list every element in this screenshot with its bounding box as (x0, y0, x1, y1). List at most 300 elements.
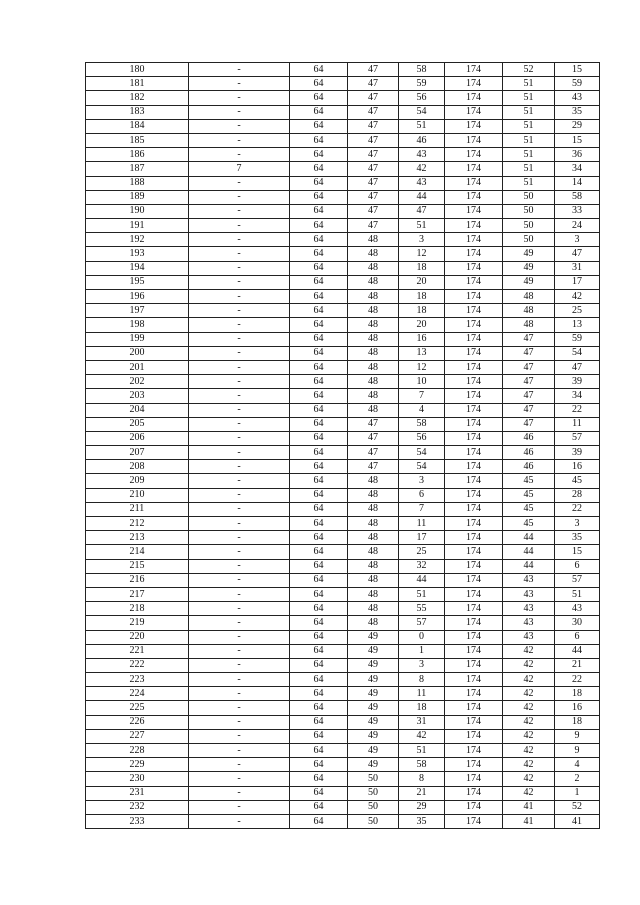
cell-lon-seconds: 59 (555, 77, 600, 91)
cell-lat-seconds: 29 (399, 800, 445, 814)
cell-lat-minutes: 49 (348, 673, 399, 687)
cell-lat-degrees: 64 (290, 460, 348, 474)
cell-lon-seconds: 6 (555, 630, 600, 644)
cell-marker: - (189, 658, 290, 672)
cell-lat-minutes: 48 (348, 247, 399, 261)
cell-point-number: 227 (86, 729, 189, 743)
cell-lat-degrees: 64 (290, 176, 348, 190)
cell-point-number: 211 (86, 502, 189, 516)
table-row (86, 573, 600, 587)
cell-lon-degrees: 174 (445, 474, 503, 488)
cell-point-number: 194 (86, 261, 189, 275)
cell-lat-minutes: 47 (348, 63, 399, 77)
cell-lon-minutes: 51 (503, 133, 555, 147)
cell-lon-seconds: 4 (555, 758, 600, 772)
cell-lon-degrees: 174 (445, 190, 503, 204)
cell-lat-minutes: 47 (348, 148, 399, 162)
cell-point-number: 182 (86, 91, 189, 105)
cell-lon-degrees: 174 (445, 446, 503, 460)
cell-lat-minutes: 49 (348, 758, 399, 772)
cell-marker: - (189, 786, 290, 800)
cell-lon-degrees: 174 (445, 304, 503, 318)
cell-lat-seconds: 11 (399, 517, 445, 531)
cell-lon-seconds: 31 (555, 261, 600, 275)
cell-point-number: 217 (86, 587, 189, 601)
cell-marker: - (189, 304, 290, 318)
table-row (86, 63, 600, 77)
cell-lon-minutes: 47 (503, 332, 555, 346)
cell-lat-minutes: 47 (348, 417, 399, 431)
cell-marker: - (189, 346, 290, 360)
cell-lat-minutes: 49 (348, 658, 399, 672)
cell-lat-minutes: 48 (348, 517, 399, 531)
cell-lon-minutes: 47 (503, 403, 555, 417)
cell-point-number: 201 (86, 360, 189, 374)
cell-marker: - (189, 446, 290, 460)
table-row (86, 133, 600, 147)
table-row (86, 346, 600, 360)
cell-lon-seconds: 21 (555, 658, 600, 672)
table-row (86, 474, 600, 488)
cell-marker: - (189, 247, 290, 261)
cell-point-number: 218 (86, 602, 189, 616)
cell-marker: - (189, 190, 290, 204)
cell-lat-seconds: 51 (399, 219, 445, 233)
cell-lat-degrees: 64 (290, 701, 348, 715)
cell-lat-degrees: 64 (290, 602, 348, 616)
cell-point-number: 203 (86, 389, 189, 403)
cell-lon-minutes: 42 (503, 673, 555, 687)
cell-marker: - (189, 517, 290, 531)
cell-point-number: 190 (86, 204, 189, 218)
cell-lat-seconds: 3 (399, 658, 445, 672)
cell-lat-degrees: 64 (290, 502, 348, 516)
cell-lon-seconds: 43 (555, 91, 600, 105)
cell-point-number: 184 (86, 119, 189, 133)
cell-marker: - (189, 502, 290, 516)
cell-lat-seconds: 18 (399, 261, 445, 275)
cell-marker: - (189, 587, 290, 601)
cell-lon-degrees: 174 (445, 715, 503, 729)
cell-lat-seconds: 12 (399, 247, 445, 261)
cell-lat-minutes: 48 (348, 261, 399, 275)
cell-lat-degrees: 64 (290, 204, 348, 218)
cell-lat-degrees: 64 (290, 233, 348, 247)
cell-point-number: 204 (86, 403, 189, 417)
cell-lat-degrees: 64 (290, 814, 348, 828)
cell-lon-degrees: 174 (445, 63, 503, 77)
cell-lon-degrees: 174 (445, 616, 503, 630)
cell-point-number: 197 (86, 304, 189, 318)
cell-lon-degrees: 174 (445, 105, 503, 119)
cell-point-number: 205 (86, 417, 189, 431)
cell-lat-degrees: 64 (290, 332, 348, 346)
cell-lon-seconds: 33 (555, 204, 600, 218)
cell-lat-minutes: 48 (348, 616, 399, 630)
cell-lat-minutes: 47 (348, 460, 399, 474)
cell-marker: - (189, 318, 290, 332)
cell-lon-minutes: 47 (503, 346, 555, 360)
cell-lat-degrees: 64 (290, 800, 348, 814)
cell-lat-minutes: 50 (348, 772, 399, 786)
cell-lat-degrees: 64 (290, 644, 348, 658)
cell-lat-minutes: 48 (348, 360, 399, 374)
table-row (86, 176, 600, 190)
cell-marker: - (189, 176, 290, 190)
cell-point-number: 181 (86, 77, 189, 91)
cell-lat-seconds: 58 (399, 417, 445, 431)
cell-lat-degrees: 64 (290, 573, 348, 587)
cell-point-number: 225 (86, 701, 189, 715)
cell-lat-degrees: 64 (290, 389, 348, 403)
cell-lon-degrees: 174 (445, 403, 503, 417)
cell-lon-seconds: 18 (555, 687, 600, 701)
table-row (86, 431, 600, 445)
cell-marker: - (189, 431, 290, 445)
cell-lon-degrees: 174 (445, 204, 503, 218)
cell-lon-minutes: 42 (503, 658, 555, 672)
cell-lon-minutes: 48 (503, 304, 555, 318)
cell-lat-degrees: 64 (290, 403, 348, 417)
cell-lon-seconds: 57 (555, 431, 600, 445)
cell-marker: - (189, 261, 290, 275)
table-row (86, 715, 600, 729)
cell-lat-minutes: 49 (348, 630, 399, 644)
cell-lat-degrees: 64 (290, 360, 348, 374)
cell-lon-degrees: 174 (445, 729, 503, 743)
cell-point-number: 196 (86, 290, 189, 304)
cell-point-number: 216 (86, 573, 189, 587)
cell-lat-degrees: 64 (290, 673, 348, 687)
cell-marker: - (189, 772, 290, 786)
cell-lon-minutes: 42 (503, 744, 555, 758)
cell-point-number: 231 (86, 786, 189, 800)
cell-lon-minutes: 44 (503, 531, 555, 545)
cell-lat-seconds: 42 (399, 162, 445, 176)
cell-lon-seconds: 14 (555, 176, 600, 190)
cell-marker: - (189, 573, 290, 587)
cell-lat-minutes: 48 (348, 559, 399, 573)
cell-lat-seconds: 7 (399, 389, 445, 403)
cell-lat-minutes: 48 (348, 474, 399, 488)
cell-lat-degrees: 64 (290, 119, 348, 133)
cell-lon-degrees: 174 (445, 375, 503, 389)
table-row (86, 517, 600, 531)
cell-lat-degrees: 64 (290, 190, 348, 204)
cell-lat-seconds: 13 (399, 346, 445, 360)
cell-marker: - (189, 531, 290, 545)
cell-lon-degrees: 174 (445, 701, 503, 715)
cell-lon-minutes: 41 (503, 800, 555, 814)
cell-lat-seconds: 16 (399, 332, 445, 346)
cell-lat-degrees: 64 (290, 545, 348, 559)
table-row (86, 786, 600, 800)
cell-point-number: 185 (86, 133, 189, 147)
cell-lon-minutes: 42 (503, 701, 555, 715)
table-row (86, 318, 600, 332)
cell-marker: - (189, 91, 290, 105)
table-row (86, 701, 600, 715)
cell-point-number: 193 (86, 247, 189, 261)
cell-lon-degrees: 174 (445, 687, 503, 701)
cell-lon-degrees: 174 (445, 162, 503, 176)
cell-marker: - (189, 474, 290, 488)
cell-lat-seconds: 20 (399, 275, 445, 289)
cell-lat-seconds: 3 (399, 474, 445, 488)
cell-lon-degrees: 174 (445, 587, 503, 601)
table-row (86, 502, 600, 516)
cell-lon-seconds: 36 (555, 148, 600, 162)
cell-lat-seconds: 18 (399, 304, 445, 318)
cell-lat-degrees: 64 (290, 715, 348, 729)
cell-lon-seconds: 51 (555, 587, 600, 601)
cell-lat-degrees: 64 (290, 431, 348, 445)
cell-lat-minutes: 47 (348, 77, 399, 91)
cell-marker: - (189, 417, 290, 431)
cell-lon-minutes: 50 (503, 190, 555, 204)
cell-lon-minutes: 51 (503, 119, 555, 133)
cell-lon-minutes: 47 (503, 360, 555, 374)
cell-lat-seconds: 21 (399, 786, 445, 800)
table-row (86, 304, 600, 318)
table-row (86, 233, 600, 247)
cell-lat-seconds: 54 (399, 460, 445, 474)
cell-marker: - (189, 119, 290, 133)
cell-lat-seconds: 43 (399, 148, 445, 162)
cell-lat-degrees: 64 (290, 531, 348, 545)
cell-lat-degrees: 64 (290, 417, 348, 431)
table-row (86, 332, 600, 346)
cell-lon-seconds: 25 (555, 304, 600, 318)
cell-lat-degrees: 64 (290, 488, 348, 502)
cell-lon-seconds: 16 (555, 460, 600, 474)
cell-lon-degrees: 174 (445, 502, 503, 516)
cell-lon-seconds: 16 (555, 701, 600, 715)
table-row (86, 290, 600, 304)
cell-point-number: 202 (86, 375, 189, 389)
cell-lat-degrees: 64 (290, 162, 348, 176)
cell-marker: - (189, 800, 290, 814)
table-row (86, 360, 600, 374)
table-row (86, 587, 600, 601)
table-row (86, 758, 600, 772)
table-row (86, 261, 600, 275)
cell-lat-minutes: 47 (348, 446, 399, 460)
cell-lat-seconds: 7 (399, 502, 445, 516)
table-row (86, 744, 600, 758)
cell-lat-degrees: 64 (290, 729, 348, 743)
cell-lon-seconds: 3 (555, 517, 600, 531)
cell-lat-seconds: 11 (399, 687, 445, 701)
cell-lat-degrees: 64 (290, 219, 348, 233)
cell-lon-degrees: 174 (445, 630, 503, 644)
table-row (86, 488, 600, 502)
cell-lon-minutes: 49 (503, 247, 555, 261)
cell-point-number: 200 (86, 346, 189, 360)
cell-lat-minutes: 47 (348, 176, 399, 190)
cell-lat-minutes: 47 (348, 204, 399, 218)
cell-lon-degrees: 174 (445, 417, 503, 431)
cell-lat-degrees: 64 (290, 616, 348, 630)
cell-lat-seconds: 1 (399, 644, 445, 658)
cell-lat-minutes: 50 (348, 800, 399, 814)
cell-point-number: 233 (86, 814, 189, 828)
cell-lat-seconds: 17 (399, 531, 445, 545)
cell-lat-degrees: 64 (290, 758, 348, 772)
cell-lon-minutes: 47 (503, 389, 555, 403)
cell-lon-minutes: 45 (503, 474, 555, 488)
cell-marker: - (189, 77, 290, 91)
cell-lon-seconds: 47 (555, 247, 600, 261)
cell-lon-degrees: 174 (445, 772, 503, 786)
cell-lon-degrees: 174 (445, 77, 503, 91)
cell-lat-minutes: 50 (348, 814, 399, 828)
cell-lon-degrees: 174 (445, 488, 503, 502)
cell-lat-minutes: 48 (348, 587, 399, 601)
cell-lon-minutes: 51 (503, 105, 555, 119)
cell-point-number: 192 (86, 233, 189, 247)
cell-lon-degrees: 174 (445, 573, 503, 587)
table-row (86, 190, 600, 204)
cell-lat-seconds: 10 (399, 375, 445, 389)
cell-lat-minutes: 47 (348, 91, 399, 105)
cell-lat-degrees: 64 (290, 744, 348, 758)
cell-lon-seconds: 34 (555, 389, 600, 403)
cell-lon-seconds: 29 (555, 119, 600, 133)
table-row (86, 446, 600, 460)
cell-lon-degrees: 174 (445, 233, 503, 247)
cell-lon-minutes: 51 (503, 162, 555, 176)
table-row (86, 658, 600, 672)
cell-lat-degrees: 64 (290, 275, 348, 289)
table-row (86, 119, 600, 133)
cell-marker: - (189, 460, 290, 474)
table-body (86, 63, 600, 829)
cell-lat-degrees: 64 (290, 375, 348, 389)
table-row (86, 219, 600, 233)
cell-point-number: 207 (86, 446, 189, 460)
table-row (86, 204, 600, 218)
cell-marker: - (189, 105, 290, 119)
cell-lon-degrees: 174 (445, 431, 503, 445)
cell-lon-minutes: 42 (503, 729, 555, 743)
cell-lon-seconds: 9 (555, 729, 600, 743)
cell-lon-minutes: 51 (503, 148, 555, 162)
cell-lon-degrees: 174 (445, 91, 503, 105)
cell-lon-degrees: 174 (445, 247, 503, 261)
cell-lon-degrees: 174 (445, 744, 503, 758)
cell-marker: - (189, 63, 290, 77)
table-row (86, 630, 600, 644)
cell-lon-minutes: 46 (503, 460, 555, 474)
cell-lon-minutes: 43 (503, 573, 555, 587)
cell-point-number: 188 (86, 176, 189, 190)
cell-lon-minutes: 43 (503, 587, 555, 601)
cell-lon-minutes: 43 (503, 630, 555, 644)
cell-point-number: 222 (86, 658, 189, 672)
cell-lat-degrees: 64 (290, 772, 348, 786)
cell-lat-minutes: 48 (348, 290, 399, 304)
cell-lat-minutes: 48 (348, 488, 399, 502)
cell-lon-degrees: 174 (445, 360, 503, 374)
table-row (86, 644, 600, 658)
cell-lon-degrees: 174 (445, 176, 503, 190)
cell-lon-seconds: 57 (555, 573, 600, 587)
cell-lon-minutes: 45 (503, 517, 555, 531)
cell-lat-degrees: 64 (290, 91, 348, 105)
cell-lon-minutes: 45 (503, 502, 555, 516)
cell-lon-seconds: 35 (555, 531, 600, 545)
cell-lon-seconds: 52 (555, 800, 600, 814)
cell-marker: - (189, 360, 290, 374)
cell-lat-seconds: 25 (399, 545, 445, 559)
cell-lon-minutes: 43 (503, 616, 555, 630)
cell-marker: - (189, 488, 290, 502)
cell-point-number: 228 (86, 744, 189, 758)
cell-lon-minutes: 41 (503, 814, 555, 828)
cell-lat-minutes: 49 (348, 715, 399, 729)
coordinates-table (85, 62, 600, 829)
cell-lon-degrees: 174 (445, 517, 503, 531)
cell-lat-degrees: 64 (290, 559, 348, 573)
cell-lon-seconds: 45 (555, 474, 600, 488)
cell-lat-degrees: 64 (290, 587, 348, 601)
cell-marker: - (189, 332, 290, 346)
cell-marker: - (189, 559, 290, 573)
cell-marker: - (189, 133, 290, 147)
cell-lat-minutes: 48 (348, 318, 399, 332)
cell-lon-minutes: 42 (503, 758, 555, 772)
cell-point-number: 215 (86, 559, 189, 573)
cell-lon-minutes: 52 (503, 63, 555, 77)
cell-lon-minutes: 42 (503, 644, 555, 658)
cell-lat-seconds: 31 (399, 715, 445, 729)
cell-lat-seconds: 4 (399, 403, 445, 417)
cell-lat-minutes: 48 (348, 403, 399, 417)
cell-point-number: 212 (86, 517, 189, 531)
cell-marker: - (189, 602, 290, 616)
table-row (86, 77, 600, 91)
cell-lat-degrees: 64 (290, 77, 348, 91)
cell-lat-minutes: 49 (348, 729, 399, 743)
cell-point-number: 186 (86, 148, 189, 162)
table-row (86, 673, 600, 687)
cell-lon-seconds: 43 (555, 602, 600, 616)
cell-lat-minutes: 48 (348, 502, 399, 516)
cell-lon-degrees: 174 (445, 800, 503, 814)
cell-lat-degrees: 64 (290, 133, 348, 147)
cell-lon-seconds: 13 (555, 318, 600, 332)
cell-lat-degrees: 64 (290, 247, 348, 261)
cell-lon-degrees: 174 (445, 545, 503, 559)
cell-lat-seconds: 58 (399, 758, 445, 772)
cell-point-number: 230 (86, 772, 189, 786)
cell-lat-seconds: 3 (399, 233, 445, 247)
cell-lat-minutes: 48 (348, 531, 399, 545)
cell-lat-minutes: 47 (348, 162, 399, 176)
cell-lat-seconds: 0 (399, 630, 445, 644)
table-row (86, 814, 600, 828)
cell-lat-minutes: 49 (348, 687, 399, 701)
cell-lat-seconds: 51 (399, 744, 445, 758)
cell-lat-seconds: 58 (399, 63, 445, 77)
cell-lon-degrees: 174 (445, 460, 503, 474)
cell-lat-degrees: 64 (290, 290, 348, 304)
cell-marker: - (189, 148, 290, 162)
cell-lat-minutes: 48 (348, 275, 399, 289)
cell-lat-minutes: 47 (348, 133, 399, 147)
cell-lat-minutes: 47 (348, 105, 399, 119)
